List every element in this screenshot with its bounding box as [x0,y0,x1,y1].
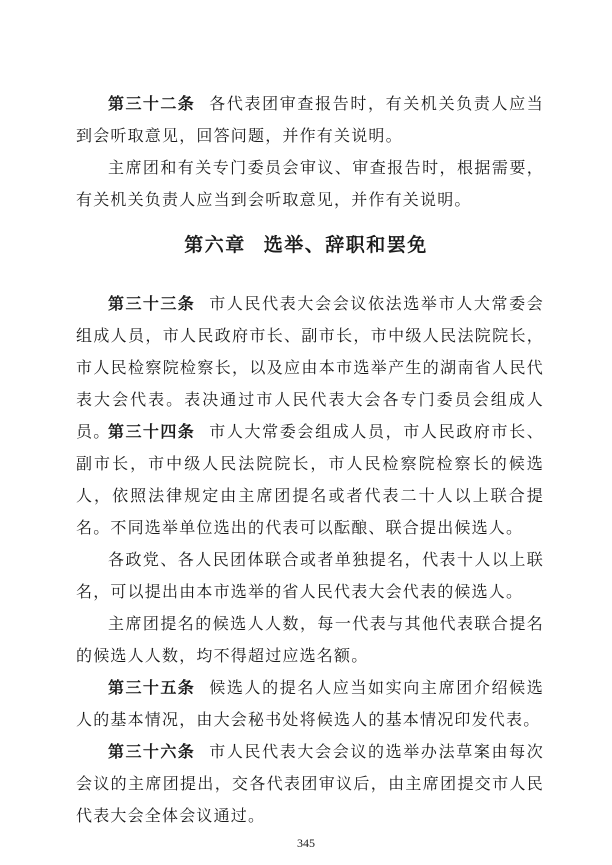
page-number: 345 [297,836,315,850]
paragraph-text: 各政党、各人民团体联合或者单独提名，代表十人以上联名，可以提出由本市选举的省人民代表大会代表的候选人。 [76,550,544,601]
article-32-paragraph [76,88,544,152]
chapter-heading [0,230,612,257]
article-text: 市人大常委会组成人员，市人民政府市长、副市长，市中级人民法院院长，市人民检察院检察长的候选人，依照法律规定由主席团提名或者代表二十人以上联合提名。不同选举单位选出的代表可以酝酿、联合提出候选人。 [76,422,544,537]
article-number: 第三十二条 [108,94,196,113]
article-35-paragraph [76,672,544,736]
paragraph [76,544,544,608]
article-text: 市人民代表大会会议依法选举市人大常委会组成人员，市人民政府市长、副市长，市中级人民法院院长，市人民检察院检察长，以及应由本市选举产生的湖南省人民代表大会代表。表决通过市人民代表大会各专门委员会组成人员。 [76,294,544,441]
article-36-paragraph [76,736,544,832]
paragraph [76,152,544,216]
article-number: 第三十五条 [108,678,196,697]
article-text: 候选人的提名人应当如实向主席团介绍候选人的基本情况，由大会秘书处将候选人的基本情况印发代表。 [76,678,544,729]
paragraph-text: 主席团提名的候选人人数，每一代表与其他代表联合提名的候选人人数，均不得超过应选名额。 [76,614,544,665]
article-number: 第三十六条 [108,742,196,761]
chapter-title: 选举、辞职和罢免 [263,234,428,256]
paragraph [76,608,544,672]
article-34-paragraph [76,416,544,544]
article-text: 各代表团审查报告时，有关机关负责人应当到会听取意见，回答问题，并作有关说明。 [76,94,544,145]
chapter-number: 第六章 [184,234,246,256]
article-text: 市人民代表大会会议的选举办法草案由每次会议的主席团提出，交各代表团审议后，由主席团提交市人民代表大会全体会议通过。 [76,742,544,825]
paragraph-text: 主席团和有关专门委员会审议、审查报告时，根据需要，有关机关负责人应当到会听取意见，并作有关说明。 [76,158,544,209]
article-number: 第三十四条 [108,422,196,441]
article-number: 第三十三条 [108,294,196,313]
